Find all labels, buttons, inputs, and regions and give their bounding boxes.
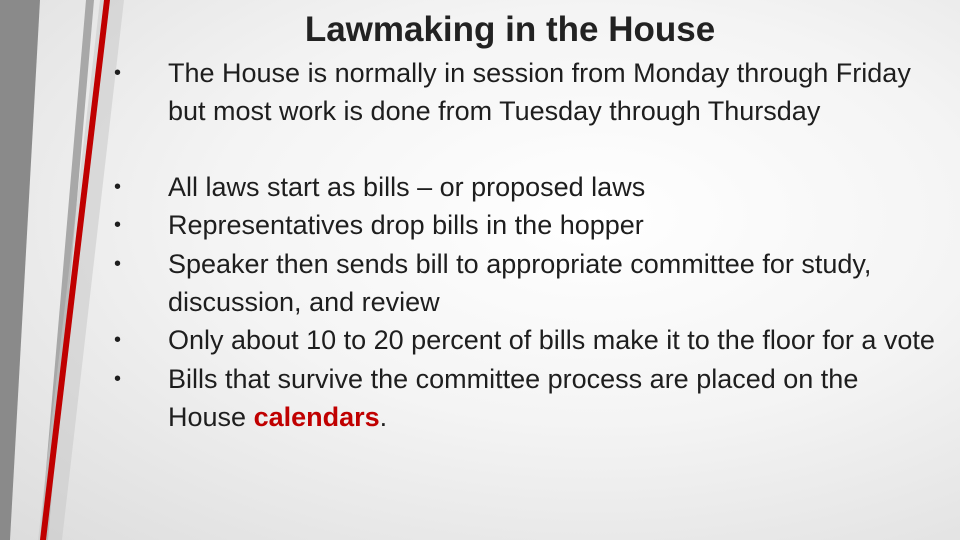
bullet-text: The House is normally in session from Monday through Friday but most work is done from Tuesday through Thursday — [168, 58, 911, 127]
slide-title: Lawmaking in the House — [304, 10, 716, 49]
bullet-item — [110, 54, 940, 131]
highlight-calendars: calendars — [253, 402, 380, 433]
bullet-marker: • — [114, 214, 122, 237]
bullet-item — [110, 168, 940, 206]
bullet-text: Only about 10 to 20 percent of bills make it to the floor for a vote — [168, 325, 935, 356]
bullet-item — [110, 321, 940, 359]
bullet-text: All laws start as bills – or proposed laws — [168, 171, 646, 202]
bullet-item — [110, 206, 940, 244]
bullet-marker: • — [114, 175, 122, 198]
bullet-text: Speaker then sends bill to appropriate committee for study, discussion, and review — [168, 248, 872, 318]
bullet-marker: • — [114, 252, 122, 275]
gray-stripe-left — [0, 0, 40, 540]
bullet-text-end: . — [379, 402, 388, 433]
bullet-list — [110, 54, 940, 437]
bullet-text — [168, 360, 940, 437]
bullet-marker: • — [114, 367, 122, 390]
red-stripe — [40, 0, 110, 540]
bullet-item — [110, 245, 940, 322]
bullet-marker: • — [114, 62, 122, 84]
bullet-text-part: Bills that survive the committee process are placed on the House — [168, 363, 859, 433]
bullet-marker: • — [114, 329, 122, 352]
bullet-item — [110, 360, 940, 437]
bullet-text: Representatives drop bills in the hopper — [168, 210, 644, 241]
